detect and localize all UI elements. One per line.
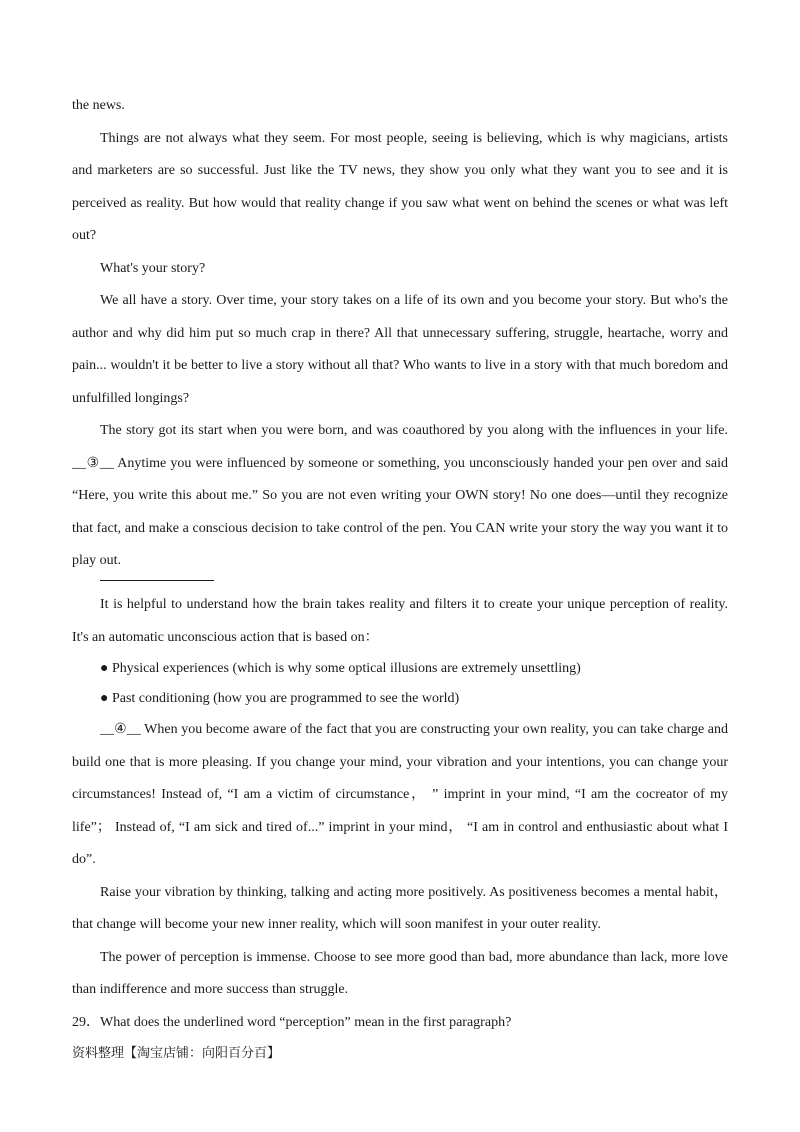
bullet-physical-experiences: ● Physical experiences (which is why some optical illusions are extremely unsettling): [100, 661, 581, 676]
bullet-past-conditioning: ● Past conditioning (how you are programmed to see the world): [100, 691, 460, 706]
paragraph-whats-your-story: What's your story?: [100, 260, 206, 276]
paragraph-power-of-perception: The power of perception is immense. Choose to see more good than bad, more abundance than lack, more love than indifference and more success than struggle.: [72, 949, 728, 997]
paragraph-news-end: the news.: [72, 98, 125, 113]
heading-blank-line: [100, 580, 214, 581]
paragraph-we-all-have-a-story: We all have a story. Over time, your story takes on a life of its own and you become your story. But who's the author and why did him put so much crap in there? All that unnecessary suffering, struggle, heartache, worry and pain... wouldn't it be better to live a story without all that? Who wants to live in a story with that much boredom and unfulfilled longings?: [72, 293, 728, 406]
passage-upper: [72, 90, 728, 578]
paragraph-things-not-always: Things are not always what they seem. For most people, seeing is believing, which is why magicians, artists and marketers are so successful. Just like the TV news, they show you only what they want you to see and it is perceived as reality. But how would that reality change if you saw what went on behind the scenes or what was left out?: [72, 130, 728, 243]
paragraph-story-start: The story got its start when you were born, and was coauthored by you along with the influences in your life. __③__ Anytime you were influenced by someone or something, you unconsciously handed your pen over and said “Here, you write this about me.” So you are not even writing your OWN story! No one does—until they recognize that fact, and make a conscious decision to take control of the pen. You CAN write your story the way you want it to play out.: [72, 423, 728, 568]
footer-source: 资料整理【淘宝店铺：向阳百分百】: [72, 1046, 281, 1061]
paragraph-become-aware: __④__ When you become aware of the fact that you are constructing your own reality, you can take charge and build one that is more pleasing. If you change your mind, your vibration and your intentions, you can change your circumstances! Instead of, “I am a victim of circumstance， ” imprint in your mind, “I am the cocreator of my life”； Instead of, “I am sick and tired of...” imprint in your mind， “I am in control and enthusiastic about what I do”.: [72, 722, 728, 867]
paragraph-raise-vibration: Raise your vibration by thinking, talking and acting more positively. As positiveness becomes a mental habit，that change will become your new inner reality, which will soon manifest in your outer reality.: [72, 884, 728, 932]
paragraph-helpful-to-understand: It is helpful to understand how the brain takes reality and filters it to create your unique perception of reality. It's an automatic unconscious action that is based on：: [72, 597, 728, 645]
passage-lower: [72, 589, 728, 1039]
question-29: 29．What does the underlined word “perception” mean in the first paragraph?: [72, 1014, 512, 1030]
